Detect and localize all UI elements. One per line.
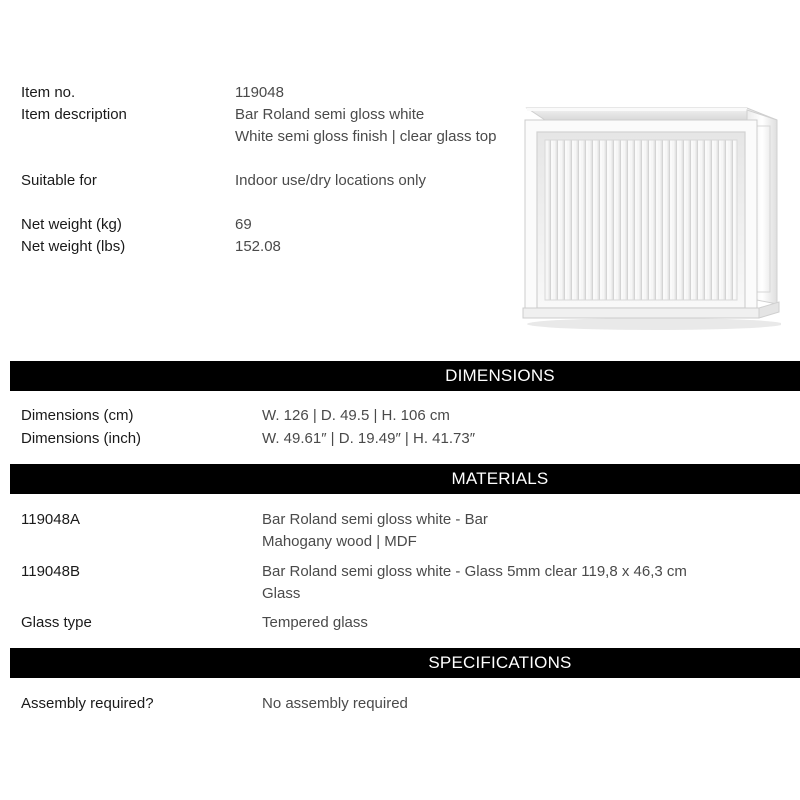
dimensions-inch-label: Dimensions (inch): [21, 430, 142, 447]
materials-title: MATERIALS: [451, 469, 549, 488]
dimensions-header: [10, 361, 800, 391]
material-line1: Bar Roland semi gloss white - Glass 5mm clear 119,8 x 46,3 cm: [262, 563, 687, 580]
glass-type-label: Glass type: [21, 614, 92, 631]
material-line1: Bar Roland semi gloss white - Bar: [262, 511, 488, 528]
item-description-line1: Bar Roland semi gloss white: [235, 106, 425, 123]
item-no-label: Item no.: [21, 84, 76, 101]
item-description-label: Item description: [21, 106, 127, 123]
item-description-line2: White semi gloss finish | clear glass top: [235, 128, 497, 145]
dimensions-title: DIMENSIONS: [445, 366, 555, 385]
net-weight-lbs-label: Net weight (lbs): [21, 238, 126, 255]
material-code: 119048A: [21, 511, 80, 528]
assembly-required-label: Assembly required?: [21, 695, 154, 712]
material-code: 119048B: [21, 563, 80, 580]
dimensions-cm-value: W. 126 | D. 49.5 | H. 106 cm: [262, 407, 450, 424]
net-weight-kg-label: Net weight (kg): [21, 216, 122, 233]
suitable-for-value: Indoor use/dry locations only: [235, 172, 426, 189]
net-weight-lbs-value: 152.08: [235, 238, 281, 255]
suitable-for-label: Suitable for: [21, 172, 97, 189]
material-line2: Glass: [262, 585, 301, 602]
specifications-header: [10, 648, 800, 678]
assembly-required-value: No assembly required: [262, 695, 408, 712]
glass-type-value: Tempered glass: [262, 614, 368, 631]
item-no-value: 119048: [235, 84, 284, 101]
product-image: [515, 96, 781, 332]
materials-header: [10, 464, 800, 494]
material-line2: Mahogany wood | MDF: [262, 533, 417, 550]
net-weight-kg-value: 69: [235, 216, 252, 233]
specifications-title: SPECIFICATIONS: [428, 653, 572, 672]
dimensions-cm-label: Dimensions (cm): [21, 407, 134, 424]
dimensions-inch-value: W. 49.61″ | D. 19.49″ | H. 41.73″: [262, 430, 476, 447]
